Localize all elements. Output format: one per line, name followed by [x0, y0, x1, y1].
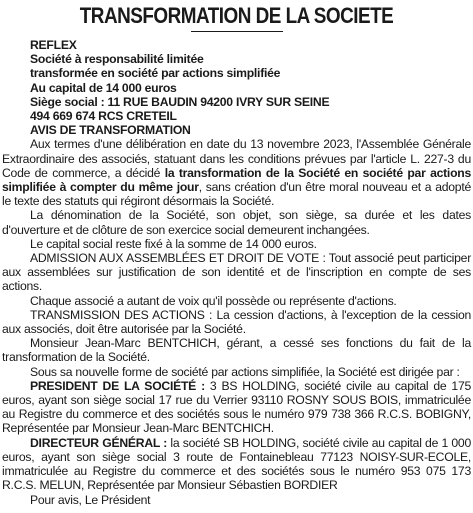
- paragraph-capital: Le capital social reste fixé à la somme de 14 000 euros.: [30, 236, 317, 251]
- company-capital: Au capital de 14 000 euros: [30, 80, 177, 95]
- company-address: Siège social : 11 RUE BAUDIN 94200 IVRY SUR SEINE: [30, 94, 330, 109]
- company-name: REFLEX: [30, 38, 77, 52]
- paragraph-deliberation: Aux termes d'une délibération en date du 13 novembre 2023, l'Assemblée Générale Extraordinaire des associés, statuant dans les conditions prévues par l'article L. 227-3 du Code de commerce, a décidé la transformation de la Société en société par actions simplifiée à compter du même jour, sans création d'un être moral nouveau et a adopté le texte des statuts qui régiront désormais la Société.: [2, 137, 471, 209]
- title-underline: [191, 31, 283, 32]
- paragraph-president: PRESIDENT DE LA SOCIÉTÉ : 3 BS HOLDING, société civile au capital de 175 euros, ayant son siège social 17 rue du Verrier 93110 ROSNY SOUS BOIS, immatriculée au Registre du commerce et des sociétés sous le numéro 979 738 366 R.C.S. BOBIGNY, Représentée par Monsieur Jean-Marc BENTCHICH.: [2, 378, 471, 436]
- paragraph-voting: Chaque associé a autant de voix qu'il possède ou représente d'actions.: [30, 293, 397, 308]
- paragraph-direction: Sous sa nouvelle forme de société par actions simplifiée, la Société est dirigée par :: [30, 364, 460, 379]
- notice-title: TRANSFORMATION DE LA SOCIETE: [79, 3, 394, 28]
- paragraph-director: DIRECTEUR GÉNÉRAL : la société SB HOLDING, société civile au capital de 1 000 euros, ayant son siège social 3 route de Fontainebleau 77123 NOISY-SUR-ECOLE, immatriculée au Registre du commerce et des sociétés sous le numéro 953 075 173 R.C.S. MELUN, Représentée par Monsieur Sébastien BORDIER: [2, 435, 471, 493]
- paragraph-admission: ADMISSION AUX ASSEMBLÉES ET DROIT DE VOTE : Tout associé peut participer aux assemblées sur justification de son identité et de l'inscription en compte de ses actions.: [2, 251, 471, 294]
- company-rcs: 494 669 674 RCS CRETEIL: [30, 109, 177, 124]
- company-new-form: transformée en société par actions simplifiée: [30, 66, 281, 81]
- paragraph-unchanged: La dénomination de la Société, son objet, son siège, sa durée et les dates d'ouverture et de clôture de son exercice social demeurent inchangées.: [2, 208, 471, 237]
- paragraph-manager: Monsieur Jean-Marc BENTCHICH, gérant, a cessé ses fonctions du fait de la transformation de la Société.: [2, 336, 471, 365]
- paragraph-transfer: TRANSMISSION DES ACTIONS : La cession d'actions, à l'exception de la cession aux associés, doit être autorisée par la Société.: [2, 307, 471, 337]
- signature-line: Pour avis, Le Président: [30, 492, 151, 507]
- company-form: Société à responsabilité limitée: [30, 52, 204, 67]
- notice-type: AVIS DE TRANSFORMATION: [30, 123, 191, 138]
